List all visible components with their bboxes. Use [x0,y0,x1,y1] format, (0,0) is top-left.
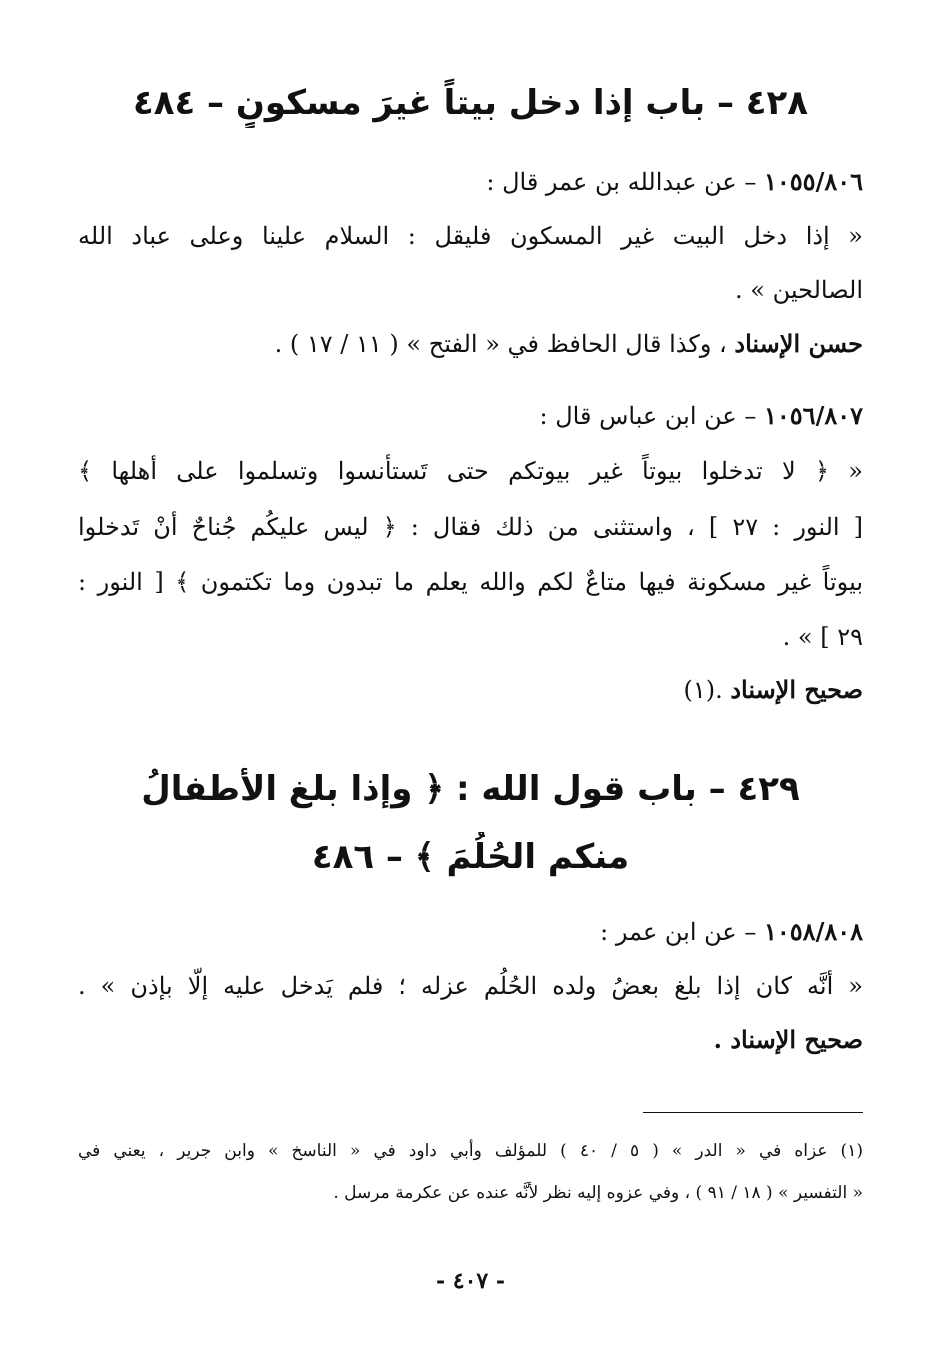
hadith-806-text-line2: الصالحين » . [735,276,863,304]
hadith-806-header [78,162,863,202]
section-heading-429-line2: منكم الحُلُمَ ﴾ – ٤٨٦ [311,837,630,877]
hadith-808-grade: صحيح الإسناد . [713,1025,863,1054]
grade-note: ، وكذا قال الحافظ في « الفتح » ( ١١ / ١٧ ) . [274,330,735,358]
page-number: - ٤٠٧ - [435,1268,506,1294]
hadith-807-text-line2: [ النور : ٢٧ ] ، واستثنى من ذلك فقال : ﴿ ليس عليكُم جُناحٌ أنْ تَدخلوا [78,513,863,541]
hadith-intro: – عن ابن عباس قال : [539,402,764,430]
hadith-808-text-line1: « أنَّه كان إذا بلغ بعضُ ولده الحُلُم عزله ؛ فلم يَدخل عليه إلّا بإذن » . [78,972,863,1000]
hadith-number: ١٠٥٦/٨٠٧ [764,401,863,430]
hadith-807-grade [78,670,863,710]
hadith-806-text-line1: « إذا دخل البيت غير المسكون فليقل : السلام علينا وعلى عباد الله [78,222,863,250]
footnote-divider [643,1112,863,1113]
hadith-807-header [78,396,863,436]
footnote-ref: .(١) [683,676,731,704]
hadith-number: ١٠٥٨/٨٠٨ [764,917,863,946]
hadith-intro: – عن عبدالله بن عمر قال : [486,168,764,196]
hadith-806-grade [78,324,863,364]
hadith-intro: – عن ابن عمر : [600,918,764,946]
hadith-807-text-line4: ٢٩ ] » . [782,623,863,651]
footnote-line1: (١) عزاه في « الدر » ( ٥ / ٤٠ ) للمؤلف وأبي داود في « الناسخ » وابن جرير ، يعني في [78,1141,863,1161]
hadith-807-text-line1: « ﴿ لا تدخلوا بيوتاً غير بيوتكم حتى تَستأنسوا وتسلموا على أهلها ﴾ [78,457,863,485]
hadith-808-header [78,912,863,952]
section-heading-429-line1: ٤٢٩ – باب قول الله : ﴿ وإذا بلغ الأطفالُ [141,769,800,809]
footnote-line2: « التفسير » ( ١٨ / ٩١ ) ، وفي عزوه إليه نظر لأنَّه عنده عن عكرمة مرسل . [333,1183,863,1203]
hadith-807-text-line3: بيوتاً غير مسكونة فيها متاعٌ لكم والله يعلم ما تبدون وما تكتمون ﴾ [ النور : [78,568,863,596]
section-heading-428: ٤٢٨ – باب إذا دخل بيتاً غيرَ مسكونٍ – ٤٨٤ [132,83,809,123]
grade-label: صحيح الإسناد [730,675,863,704]
hadith-number: ١٠٥٥/٨٠٦ [764,167,863,196]
grade-label: حسن الإسناد [734,329,863,358]
